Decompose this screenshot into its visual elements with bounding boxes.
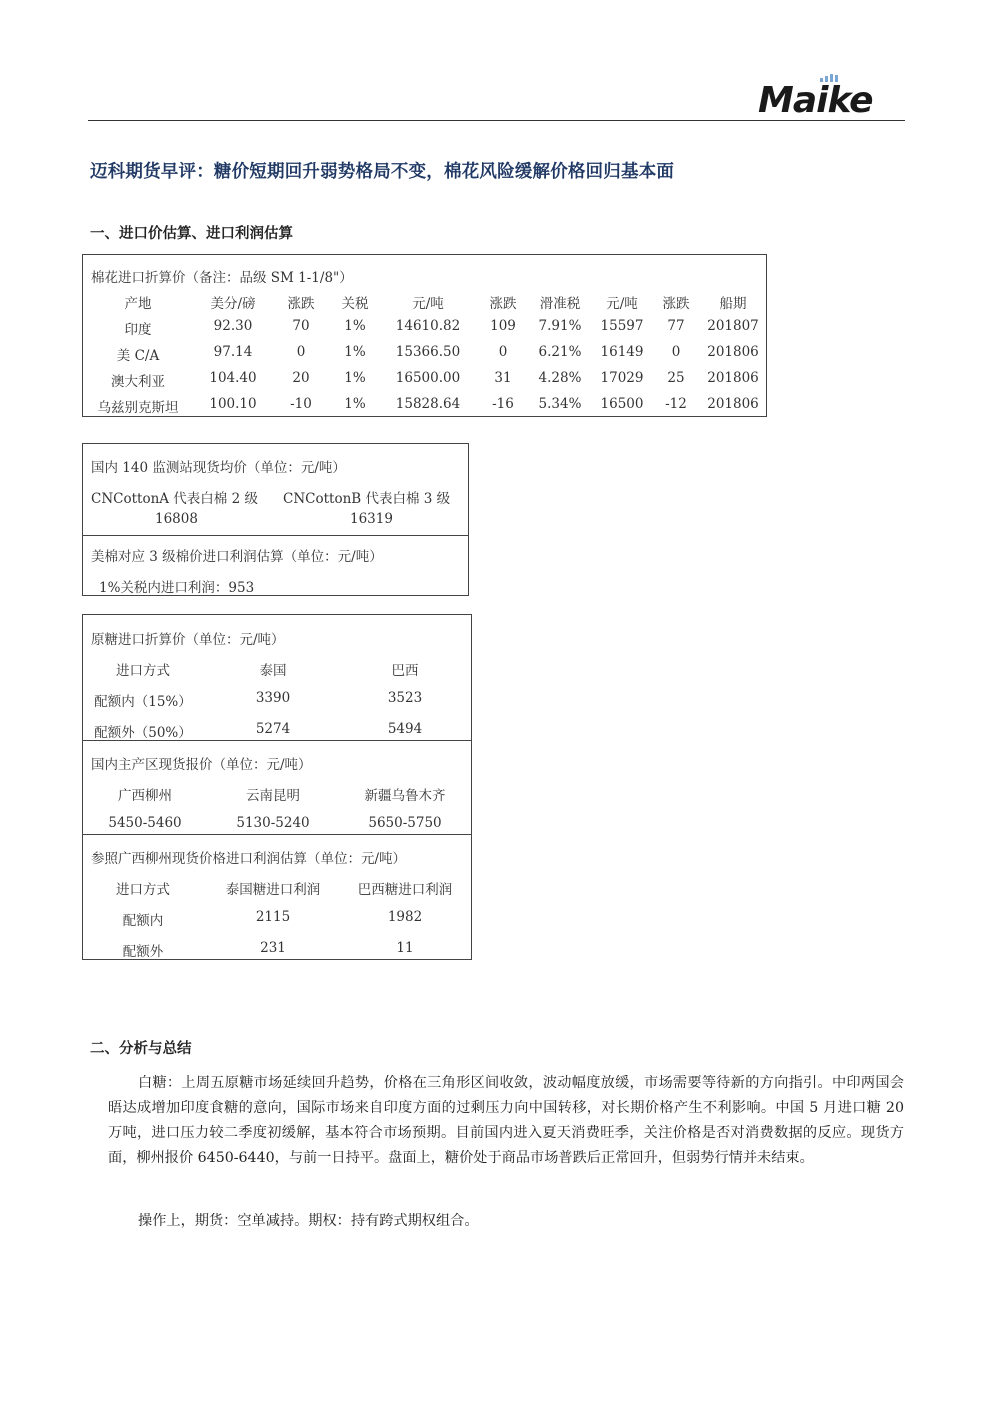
row-label: 配额内（15%）	[94, 694, 192, 710]
table-cell: 201807	[707, 318, 759, 334]
column-header: 涨跌	[489, 296, 517, 312]
column-header: 滑准税	[539, 296, 581, 312]
spot-price: 5650-5750	[368, 815, 442, 831]
domestic-cotton-panel	[82, 443, 469, 596]
header-divider	[88, 120, 905, 121]
table-cell: 201806	[707, 344, 759, 360]
table-cell: 97.14	[213, 344, 253, 360]
sugar-analysis-paragraph: 白糖：上周五原糖市场延续回升趋势，价格在三角形区间收敛，波动幅度放缓，市场需要等待新的方向指引。中印两国会晤达成增加印度食糖的意向，国际市场来自印度方面的过剩压力向中国转移，对长期价格产生不利影响。中国 5 月进口糖 20 万吨，进口压力较二季度初缓解，基本符合市场预期。目前国内进入夏天消费旺季，关注价格是否对消费数据的反应。现货方面，柳州报价 6450-6440，与前一日持平。盘面上，糖价处于商品市场普跌后正常回升，但弱势行情并未结束。	[108, 1075, 904, 1166]
table-cell: 11	[396, 940, 414, 956]
column-header: 关税	[341, 296, 369, 312]
column-header: 涨跌	[287, 296, 315, 312]
table-cell: 0	[498, 344, 508, 360]
column-header: 元/吨	[606, 296, 638, 312]
table-cell: 92.30	[213, 318, 253, 334]
cncotton-b-value: 16319	[350, 511, 393, 527]
table-cell: 231	[260, 940, 286, 956]
table-cell: 0	[296, 344, 306, 360]
origin-cell: 美 C/A	[116, 348, 160, 364]
table-cell: 0	[671, 344, 681, 360]
table-cell: 16149	[600, 344, 644, 360]
table-cell: 20	[292, 370, 310, 386]
operation-advice-paragraph: 操作上，期货：空单减持。期权：持有跨式期权组合。	[138, 1213, 479, 1229]
table-cell: 201806	[707, 396, 759, 412]
sugar-import-caption: 原糖进口折算价（单位：元/吨）	[91, 632, 285, 648]
table-cell: 77	[667, 318, 685, 334]
cncotton-b-label: CNCottonB 代表白棉 3 级	[283, 491, 451, 507]
table-cell: 1%	[344, 396, 366, 412]
table-cell: 5274	[255, 721, 291, 737]
table-cell: 15366.50	[395, 344, 461, 360]
table-cell: 109	[490, 318, 516, 334]
table-cell: 1%	[344, 344, 366, 360]
column-header: 泰国糖进口利润	[225, 882, 321, 898]
us-cotton-profit-line: 1%关税内进口利润：953	[99, 580, 255, 596]
table-cell: 1%	[344, 370, 366, 386]
sugar-panel	[82, 614, 472, 960]
origin-cell: 澳大利亚	[111, 374, 165, 390]
row-label: 配额外（50%）	[94, 725, 192, 741]
spot-price: 5130-5240	[236, 815, 310, 831]
divider	[83, 535, 468, 536]
sugar-spot-caption: 国内主产区现货报价（单位：元/吨）	[91, 757, 312, 773]
table-cell: 5.34%	[538, 396, 582, 412]
section-1-heading: 一、进口价估算、进口利润估算	[90, 226, 293, 242]
table-cell: -10	[290, 396, 312, 412]
table-cell: 31	[494, 370, 512, 386]
table-cell: 100.10	[209, 396, 257, 412]
cotton-import-table	[82, 254, 767, 417]
table-cell: 3390	[255, 690, 291, 706]
table-cell: 7.91%	[538, 318, 582, 334]
spot-price: 5450-5460	[108, 815, 182, 831]
page-title: 迈科期货早评：糖价短期回升弱势格局不变，棉花风险缓解价格回归基本面	[90, 162, 675, 182]
table-cell: 16500	[600, 396, 644, 412]
section-2-heading: 二、分析与总结	[90, 1041, 192, 1057]
sugar-profit-caption: 参照广西柳州现货价格进口利润估算（单位：元/吨）	[91, 851, 407, 867]
origin-cell: 印度	[124, 322, 152, 338]
region-label: 广西柳州	[118, 788, 172, 804]
column-header: 涨跌	[662, 296, 690, 312]
column-header: 美分/磅	[210, 296, 256, 312]
region-label: 新疆乌鲁木齐	[364, 788, 446, 804]
table-cell: -16	[492, 396, 514, 412]
table-cell: 3523	[387, 690, 423, 706]
table-cell: -12	[665, 396, 687, 412]
table-cell: 17029	[600, 370, 644, 386]
origin-cell: 乌兹别克斯坦	[97, 400, 179, 416]
table-cell: 4.28%	[538, 370, 582, 386]
column-header: 元/吨	[412, 296, 444, 312]
row-label: 配额外	[122, 944, 164, 960]
table-cell: 14610.82	[395, 318, 461, 334]
column-header: 进口方式	[116, 663, 170, 679]
table-cell: 15597	[600, 318, 644, 334]
table-cell: 1%	[344, 318, 366, 334]
column-header: 进口方式	[116, 882, 170, 898]
maike-logo	[756, 72, 891, 120]
column-header: 巴西糖进口利润	[357, 882, 453, 898]
table-cell: 6.21%	[538, 344, 582, 360]
table-cell: 201806	[707, 370, 759, 386]
table-cell: 16500.00	[395, 370, 461, 386]
table-cell: 5494	[387, 721, 423, 737]
us-cotton-profit-caption: 美棉对应 3 级棉价进口利润估算（单位：元/吨）	[91, 549, 383, 565]
row-label: 配额内	[122, 913, 164, 929]
column-header: 产地	[124, 296, 152, 312]
cncotton-a-label: CNCottonA 代表白棉 2 级	[91, 491, 258, 507]
divider	[83, 834, 471, 835]
table-cell: 2115	[255, 909, 291, 925]
table-cell: 1982	[387, 909, 423, 925]
table-cell: 15828.64	[395, 396, 461, 412]
column-header: 巴西	[391, 663, 419, 679]
table-cell: 25	[667, 370, 685, 386]
cncotton-a-value: 16808	[155, 511, 198, 527]
logo-text: Maike	[758, 80, 873, 120]
column-header: 泰国	[259, 663, 287, 679]
cotton-import-caption: 棉花进口折算价（备注：品级 SM 1-1/8"）	[91, 270, 353, 286]
region-label: 云南昆明	[246, 788, 300, 804]
table-cell: 70	[292, 318, 310, 334]
column-header: 船期	[719, 296, 747, 312]
table-cell: 104.40	[209, 370, 257, 386]
domestic-cotton-caption: 国内 140 监测站现货均价（单位：元/吨）	[91, 460, 346, 476]
